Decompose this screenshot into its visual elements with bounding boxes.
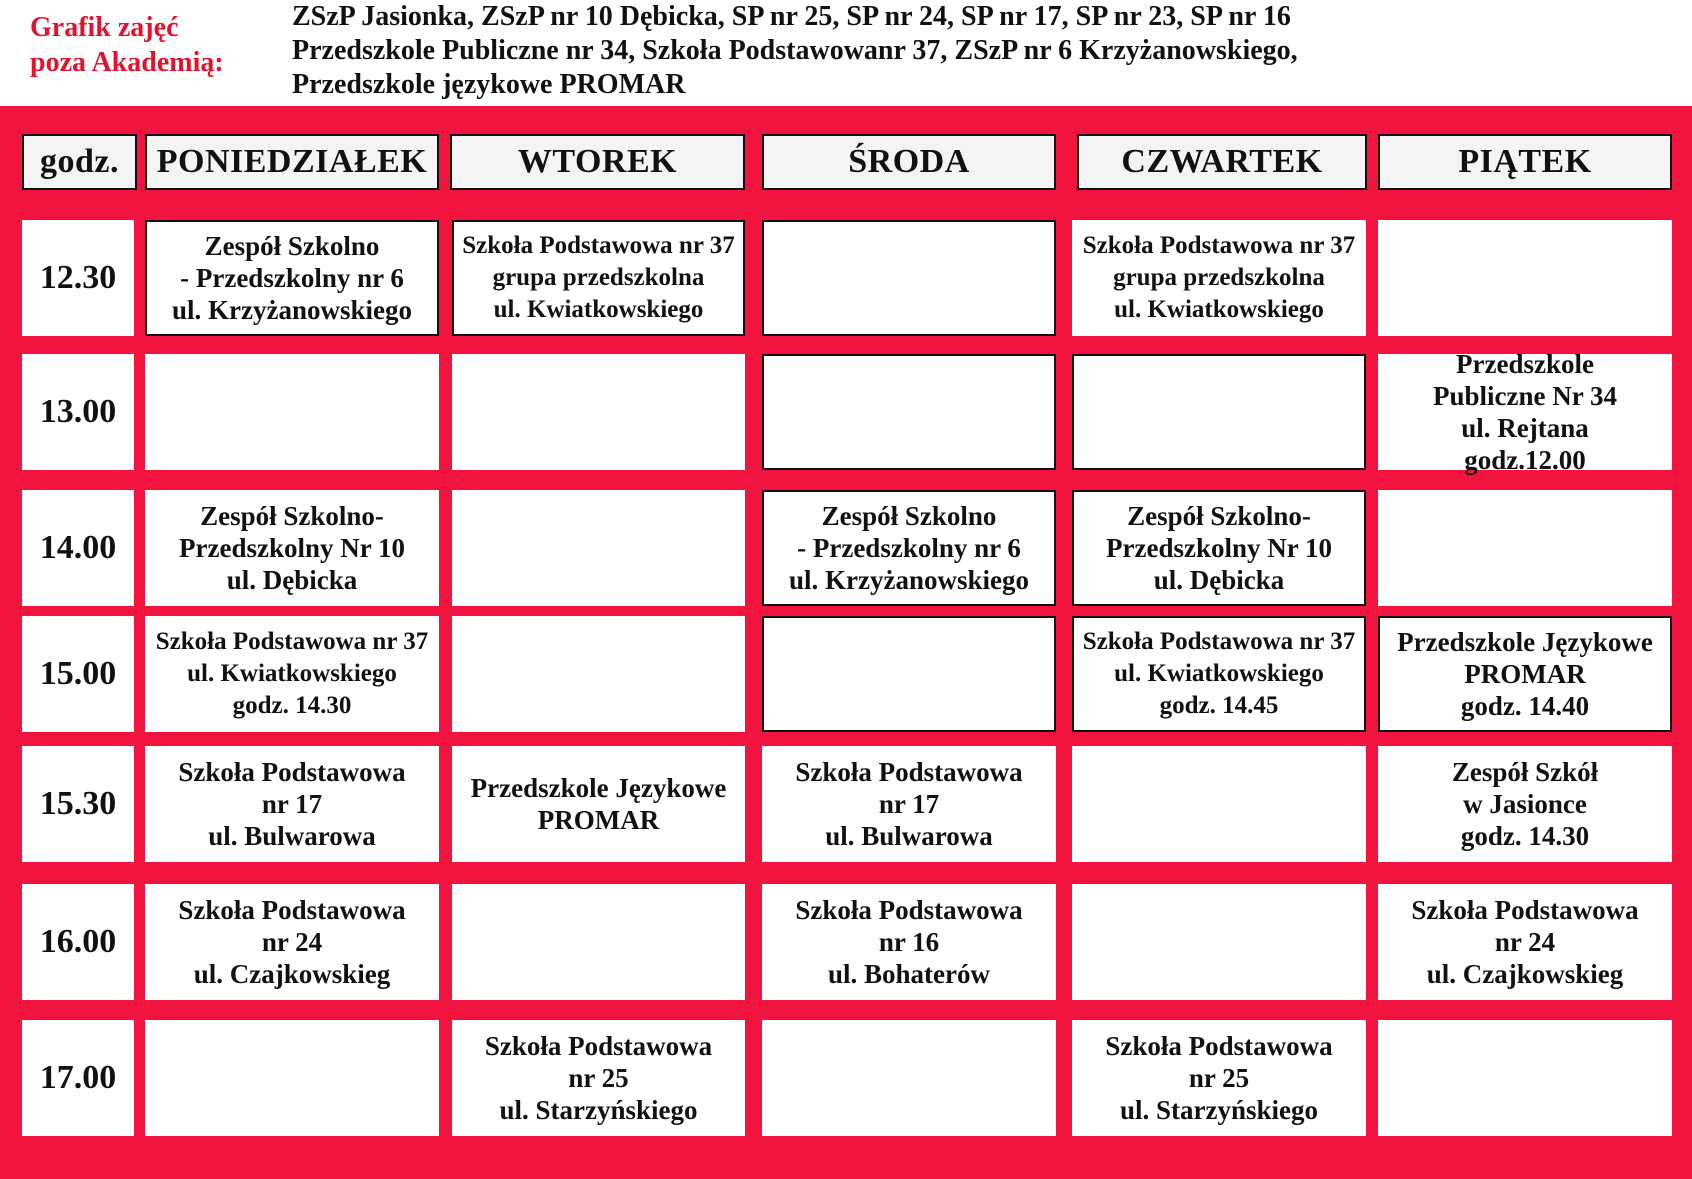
day-header-friday — [1378, 134, 1672, 190]
class-text-line: nr 25 — [1188, 1063, 1250, 1093]
class-friday — [1378, 884, 1672, 1000]
time-label: 14.00 — [39, 529, 117, 566]
class-text-line: godz. 14.30 — [232, 692, 352, 719]
class-wednesday — [762, 490, 1056, 606]
class-text-line: ul. Dębicka — [1153, 565, 1285, 595]
time-label: 12.30 — [39, 259, 117, 296]
empty-slot-monday — [145, 354, 439, 470]
class-text-line: godz. 14.30 — [1460, 821, 1590, 851]
title-line: poza Akademią: — [30, 47, 224, 78]
class-text-line: ul. Bulwarowa — [208, 821, 376, 851]
class-text-line: Przedszkole — [1456, 349, 1594, 379]
class-text-line: Szkoła Podstawowa nr 37 — [1082, 628, 1356, 655]
title-line: Grafik zajęć — [30, 12, 179, 43]
empty-slot-friday — [1378, 490, 1672, 606]
class-text-line: PROMAR — [1464, 659, 1586, 689]
time-label: 16.00 — [39, 923, 117, 960]
schedule-title — [30, 10, 270, 80]
class-friday — [1378, 616, 1672, 732]
empty-slot-friday — [1378, 1020, 1672, 1136]
locations-line: ZSzP Jasionka, ZSzP nr 10 Dębicka, SP nr 25, SP nr 24, SP nr 17, SP nr 23, SP nr 16 — [292, 1, 1291, 32]
class-text-line: ul. Dębicka — [226, 565, 358, 595]
class-friday — [1378, 349, 1672, 475]
time-slot — [22, 220, 134, 336]
class-monday — [145, 616, 439, 732]
day-label: CZWARTEK — [1121, 143, 1323, 180]
empty-slot-tuesday — [452, 884, 745, 1000]
class-thursday — [1072, 1020, 1366, 1136]
class-text-line: Zespół Szkolno — [821, 501, 997, 531]
class-text-line: ul. Kwiatkowskiego — [187, 660, 397, 687]
class-tuesday — [452, 220, 745, 336]
class-text-line: nr 25 — [568, 1063, 629, 1093]
class-wednesday — [762, 884, 1056, 1000]
class-text-line: nr 17 — [261, 789, 323, 819]
class-monday — [145, 884, 439, 1000]
schedule-board — [0, 106, 1692, 1179]
class-text-line: ul. Bohaterów — [828, 959, 990, 989]
corner-label: godz. — [40, 143, 119, 180]
class-text-line: ul. Kwiatkowskiego — [1114, 296, 1324, 323]
class-text-line: ul. Kwiatkowskiego — [1114, 660, 1324, 687]
class-text-line: ul. Krzyżanowskiego — [789, 565, 1029, 595]
class-text-line: ul. Starzyńskiego — [499, 1095, 698, 1125]
day-header-thursday — [1077, 134, 1367, 190]
class-text-line: ul. Kwiatkowskiego — [493, 296, 704, 323]
class-text-line: godz. 14.40 — [1460, 691, 1590, 721]
class-text-line: ul. Czajkowskieg — [1426, 959, 1624, 989]
empty-slot-wednesday — [762, 354, 1056, 470]
day-label: PIĄTEK — [1458, 143, 1592, 180]
class-text-line: nr 17 — [878, 789, 940, 819]
time-slot — [22, 884, 134, 1000]
class-text-line: Przedszkole Językowe — [470, 773, 727, 803]
class-text-line: Publiczne Nr 34 — [1433, 381, 1617, 411]
time-label: 17.00 — [39, 1059, 117, 1096]
class-text-line: Przedszkolny Nr 10 — [179, 533, 405, 563]
class-text-line: Szkoła Podstawowa nr 37 — [1082, 232, 1356, 259]
class-text-line: w Jasionce — [1463, 789, 1587, 819]
class-text-line: nr 16 — [878, 927, 940, 957]
time-label: 15.30 — [39, 785, 117, 822]
class-monday — [145, 490, 439, 606]
locations-list — [292, 0, 1682, 102]
class-friday — [1378, 746, 1672, 862]
class-text-line: ul. Bulwarowa — [825, 821, 993, 851]
class-text-line: Szkoła Podstawowa — [178, 757, 406, 787]
class-monday — [145, 746, 439, 862]
empty-slot-wednesday — [762, 220, 1056, 336]
class-text-line: Zespół Szkolno — [204, 231, 380, 261]
empty-slot-wednesday — [762, 616, 1056, 732]
day-label: ŚRODA — [848, 143, 970, 180]
class-text-line: Szkoła Podstawowa — [484, 1031, 713, 1061]
class-text-line: Szkoła Podstawowa — [795, 895, 1023, 925]
class-text-line: ul. Krzyżanowskiego — [172, 295, 412, 325]
empty-slot-tuesday — [452, 490, 745, 606]
class-text-line: Szkoła Podstawowa — [1411, 895, 1639, 925]
day-header-tuesday — [450, 134, 745, 190]
class-text-line: Szkoła Podstawowa — [1105, 1031, 1333, 1061]
class-text-line: PROMAR — [537, 805, 660, 835]
time-slot — [22, 616, 134, 732]
time-label: 15.00 — [39, 655, 117, 692]
time-slot — [22, 490, 134, 606]
empty-slot-tuesday — [452, 354, 745, 470]
empty-slot-tuesday — [452, 616, 745, 732]
class-text-line: ul. Czajkowskieg — [193, 959, 391, 989]
class-text-line: Przedszkole Językowe — [1397, 627, 1653, 657]
class-text-line: Zespół Szkolno- — [1127, 501, 1311, 531]
class-text-line: Przedszkolny Nr 10 — [1106, 533, 1332, 563]
corner-header — [22, 134, 137, 190]
day-header-wednesday — [762, 134, 1056, 190]
empty-slot-wednesday — [762, 1020, 1056, 1136]
day-header-monday — [145, 134, 439, 190]
class-text-line: Szkoła Podstawowa — [178, 895, 406, 925]
class-text-line: grupa przedszkolna — [492, 264, 705, 291]
class-text-line: godz. 14.45 — [1159, 692, 1279, 719]
time-slot — [22, 354, 134, 470]
time-slot — [22, 746, 134, 862]
locations-line: Przedszkole Publiczne nr 34, Szkoła Podstawowanr 37, ZSzP nr 6 Krzyżanowskiego, — [292, 35, 1298, 66]
class-text-line: ul. Rejtana — [1461, 413, 1589, 443]
time-slot — [22, 1020, 134, 1136]
day-label: PONIEDZIAŁEK — [156, 143, 428, 180]
time-label: 13.00 — [39, 393, 117, 430]
class-thursday — [1072, 490, 1366, 606]
empty-slot-thursday — [1072, 354, 1366, 470]
class-wednesday — [762, 746, 1056, 862]
empty-slot-friday — [1378, 220, 1672, 336]
class-text-line: - Przedszkolny nr 6 — [180, 263, 404, 293]
class-text-line: Szkoła Podstawowa — [795, 757, 1023, 787]
day-label: WTOREK — [517, 143, 678, 180]
class-text-line: Szkoła Podstawowa nr 37 — [155, 628, 429, 655]
empty-slot-thursday — [1072, 884, 1366, 1000]
class-text-line: ul. Starzyńskiego — [1119, 1095, 1319, 1125]
class-text-line: - Przedszkolny nr 6 — [797, 533, 1021, 563]
class-thursday — [1072, 616, 1366, 732]
class-tuesday — [452, 746, 745, 862]
empty-slot-monday — [145, 1020, 439, 1136]
class-monday — [145, 220, 439, 336]
class-text-line: Zespół Szkół — [1451, 757, 1599, 787]
class-thursday — [1072, 220, 1366, 336]
class-text-line: Szkoła Podstawowa nr 37 — [462, 232, 735, 259]
class-text-line: grupa przedszkolna — [1113, 264, 1325, 291]
class-text-line: nr 24 — [1494, 927, 1556, 957]
empty-slot-thursday — [1072, 746, 1366, 862]
class-text-line: Zespół Szkolno- — [200, 501, 384, 531]
class-tuesday — [452, 1020, 745, 1136]
class-text-line: godz.12.00 — [1464, 445, 1586, 475]
class-text-line: nr 24 — [261, 927, 323, 957]
locations-line: Przedszkole językowe PROMAR — [292, 69, 686, 100]
